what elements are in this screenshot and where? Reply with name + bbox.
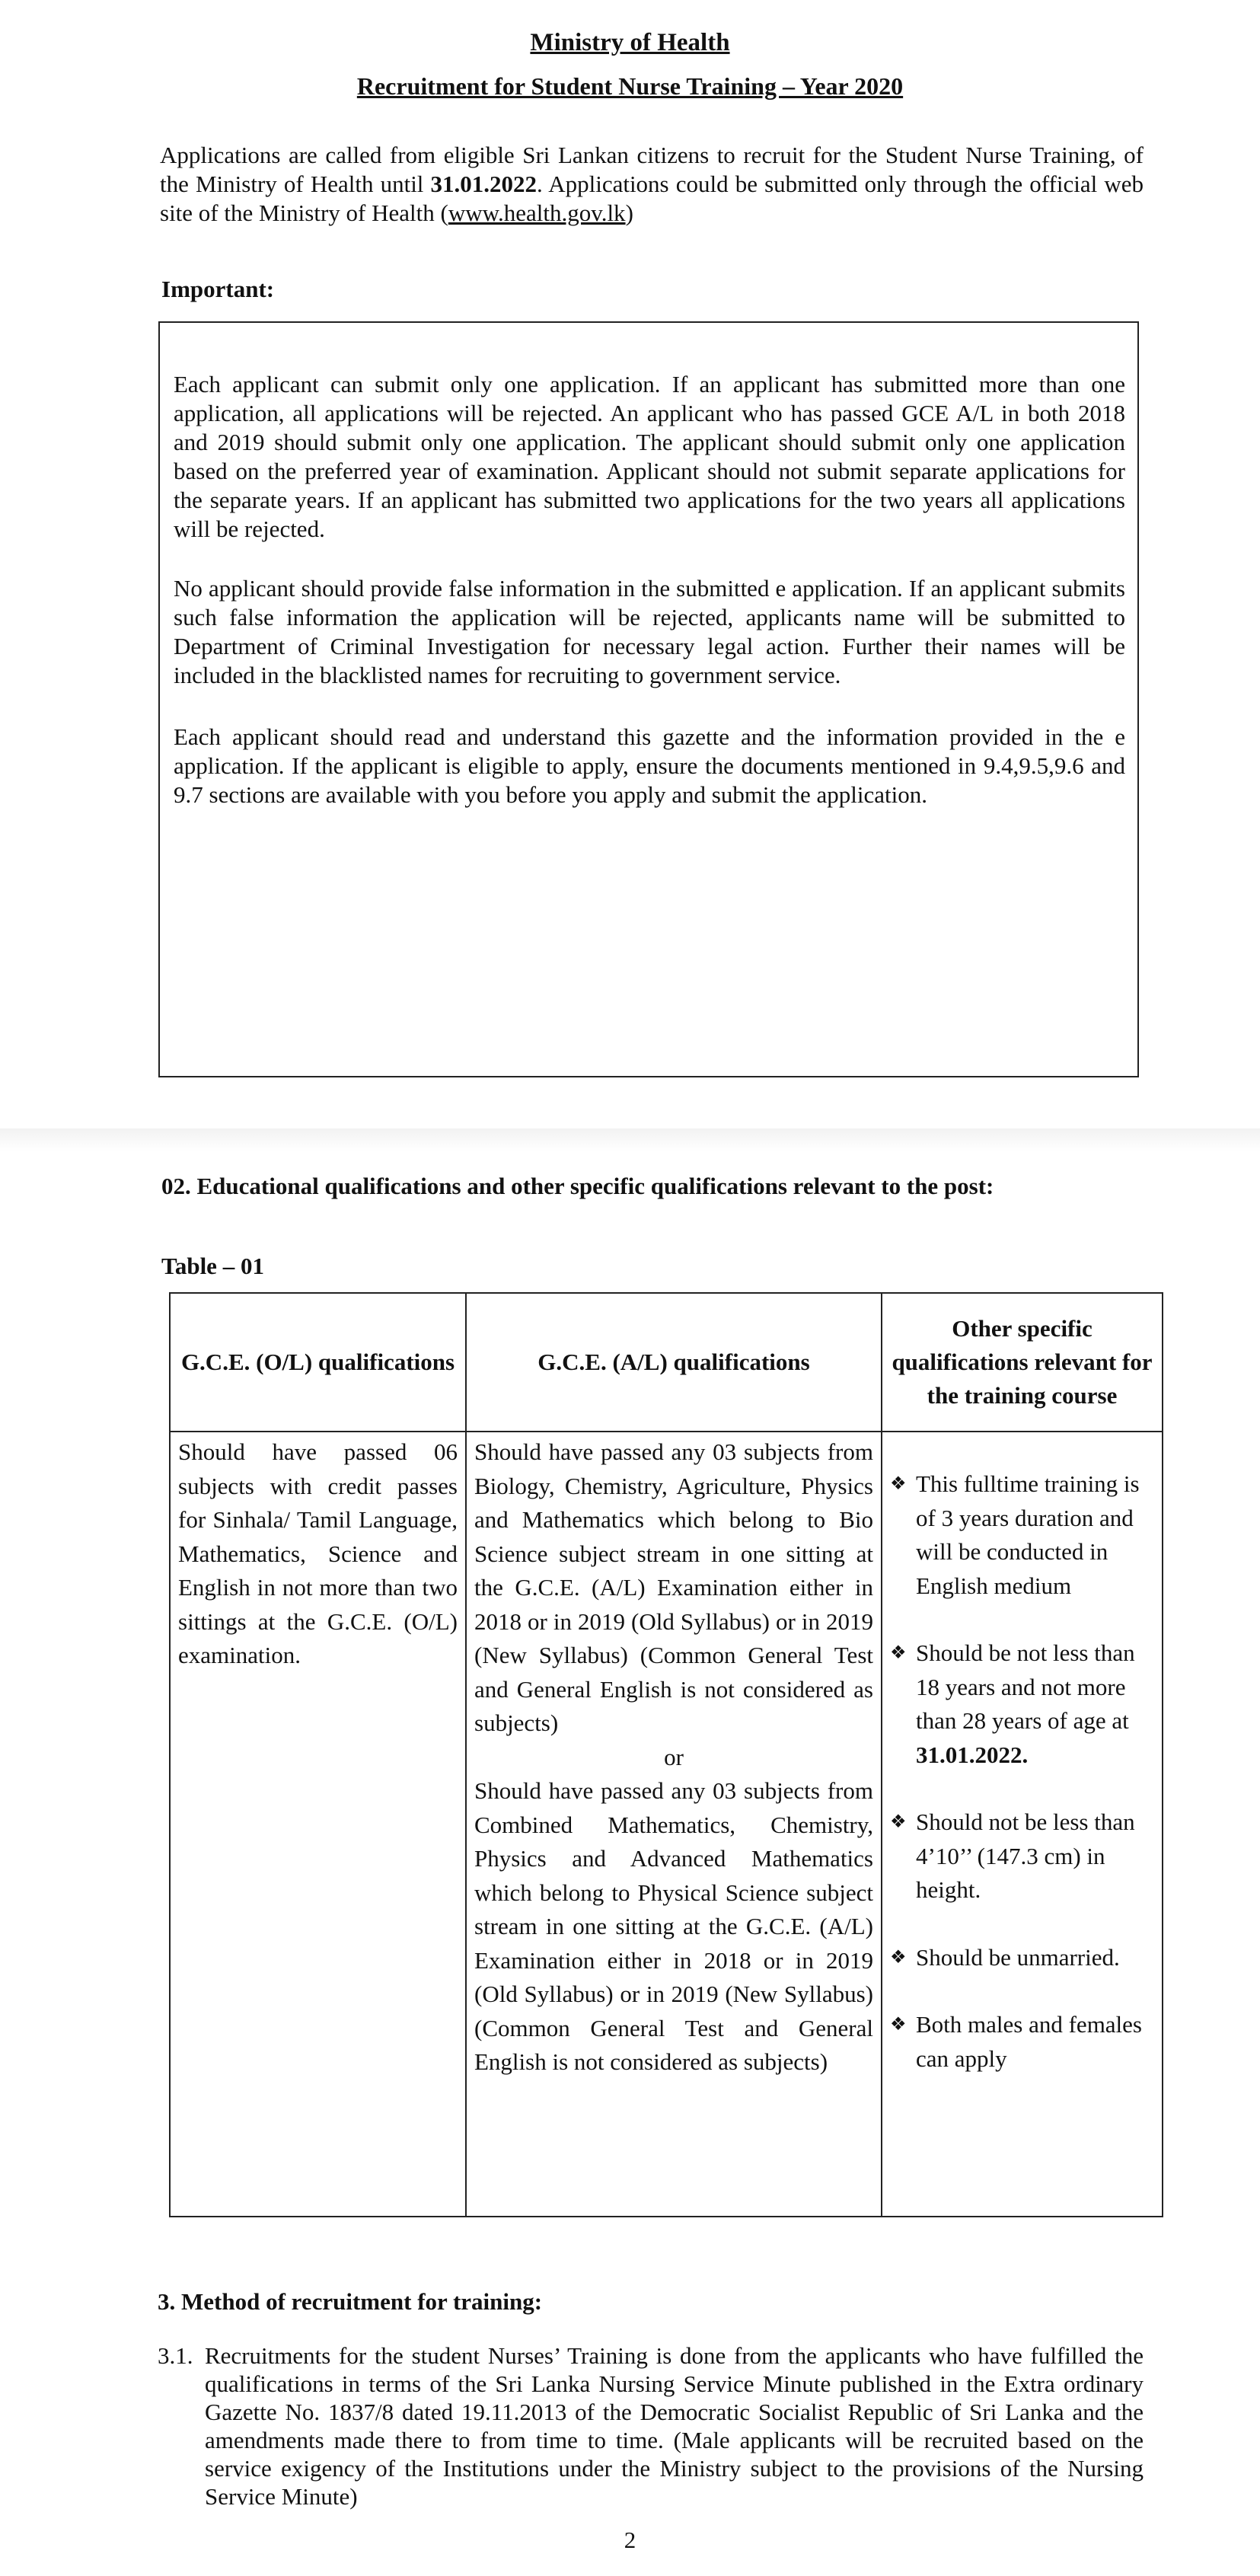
list-item bbox=[890, 1636, 1154, 1772]
al-or-separator: or bbox=[664, 1743, 684, 1770]
deadline-date: 31.01.2022 bbox=[430, 171, 537, 197]
age-reference-date: 31.01.2022. bbox=[916, 1741, 1029, 1768]
notice-paragraph-false-information: No applicant should provide false information in the submitted e application. If an applicant submits such false information the application will be rejected, applicants name will be submitted to Department of Criminal Investigation for necessary legal action. Further their names will be included in the blacklisted names for recruiting to government service. bbox=[174, 575, 1125, 688]
table-label: Table – 01 bbox=[161, 1253, 264, 1279]
header-ol-qualifications: G.C.E. (O/L) qualifications bbox=[170, 1293, 466, 1432]
header-al-qualifications: G.C.E. (A/L) qualifications bbox=[466, 1293, 882, 1432]
notice-paragraph-one-application: Each applicant can submit only one application. If an applicant has submitted more than one application, all applications will be rejected. An applicant who has passed GCE A/L in both 2018 and 2019 should submit only one application. The applicant should submit only one application based on the preferred year of examination. Applicant should not submit separate applications for the separate years. If an applicant has submitted two applications for the two years all applications will be rejected. bbox=[174, 371, 1125, 542]
intro-text: Applications are called from eligible Sri Lankan citizens to recruit for the Student Nurse Training, of the Ministry of Health until bbox=[160, 142, 1144, 197]
page-number: 2 bbox=[624, 2527, 636, 2553]
section-3-1-text: Recruitments for the student Nurses’ Training is done from the applicants who have fulfilled the qualifications in terms of the Sri Lanka Nursing Service Minute published in the Extra ordinary Gazette No. 1837/8 dated 19.11.2013 of the Democratic Socialist Republic of Sri Lanka and the amendments made there to from time to time. (Male applicants will be recruited based on the service exigency of the Institutions under the Ministry subject to the provisions of the Nursing Service Minute) bbox=[205, 2342, 1144, 2510]
document-subtitle: Recruitment for Student Nurse Training – Year 2020 bbox=[356, 72, 904, 100]
section-3-1-number: 3.1. bbox=[158, 2342, 193, 2369]
notice-paragraph-read-gazette: Each applicant should read and understand this gazette and the information provided in the e application. If the applicant is eligible to apply, ensure the documents mentioned in 9.4,9.5,9.6 and 9.7 sections are available with you before you apply and submit the application. bbox=[174, 723, 1125, 808]
al-qualifications-cell bbox=[466, 1432, 882, 2217]
qualifications-table bbox=[169, 1292, 1163, 2217]
intro-paragraph bbox=[160, 141, 1144, 228]
website-link[interactable]: www.health.gov.lk bbox=[448, 200, 626, 226]
intro-text-after: . Applications could be submitted only through the official web site of the Ministry of Health ( bbox=[160, 171, 1144, 226]
section-3-heading: 3. Method of recruitment for training: bbox=[158, 2288, 543, 2315]
ol-qualifications-text: Should have passed 06 subjects with credit passes for Sinhala/ Tamil Language, Mathematics, Science and English in not more than two sittings at the G.C.E. (O/L) examination. bbox=[178, 1438, 458, 1668]
page-separator bbox=[0, 1128, 1260, 1151]
al-option-bio-science: Should have passed any 03 subjects from Biology, Chemistry, Agriculture, Physics and Mathematics which belong to Bio Science subject stream in one sitting at the G.C.E. (A/L) Examination either in 2018 or in 2019 (Old Syllabus) or in 2019 (New Syllabus) (Common General Test and General English is not considered as subjects) bbox=[474, 1438, 873, 1736]
section-3-1 bbox=[158, 2341, 1144, 2511]
age-requirement-text: Should be not less than 18 years and not more than 28 years of age at bbox=[916, 1639, 1135, 1734]
other-qualifications-cell bbox=[882, 1432, 1163, 2217]
document-title: Ministry of Health bbox=[530, 29, 730, 56]
intro-text-end: ) bbox=[625, 200, 633, 226]
list-item: ❖ This fulltime training is of 3 years duration and will be conducted in English medium bbox=[890, 1467, 1154, 1603]
table-row bbox=[170, 1432, 1163, 2217]
al-option-physical-science: Should have passed any 03 subjects from Combined Mathematics, Chemistry, Physics and Advanced Mathematics which belong to Physical Science subject stream in one sitting at the G.C.E. (A/L) Examination either in 2018 or in 2019 (Old Syllabus) or in 2019 (New Syllabus) (Common General Test and General English is not considered as subjects) bbox=[474, 1777, 873, 2075]
important-label: Important: bbox=[161, 276, 275, 302]
list-item: ❖ Should be unmarried. bbox=[890, 1941, 1154, 1975]
section-2-heading: 02. Educational qualifications and other specific qualifications relevant to the post: bbox=[161, 1173, 994, 1199]
ol-qualifications-cell bbox=[170, 1432, 466, 2217]
list-item: ❖ Should not be less than 4’10’’ (147.3 cm) in height. bbox=[890, 1805, 1154, 1907]
header-other-qualifications: Other specific qualifications relevant for the training course bbox=[882, 1293, 1163, 1432]
list-item: ❖ Both males and females can apply bbox=[890, 2008, 1154, 2076]
important-notice-box bbox=[158, 321, 1139, 1077]
table-header-row bbox=[170, 1293, 1163, 1432]
other-qualifications-list bbox=[890, 1467, 1154, 2076]
